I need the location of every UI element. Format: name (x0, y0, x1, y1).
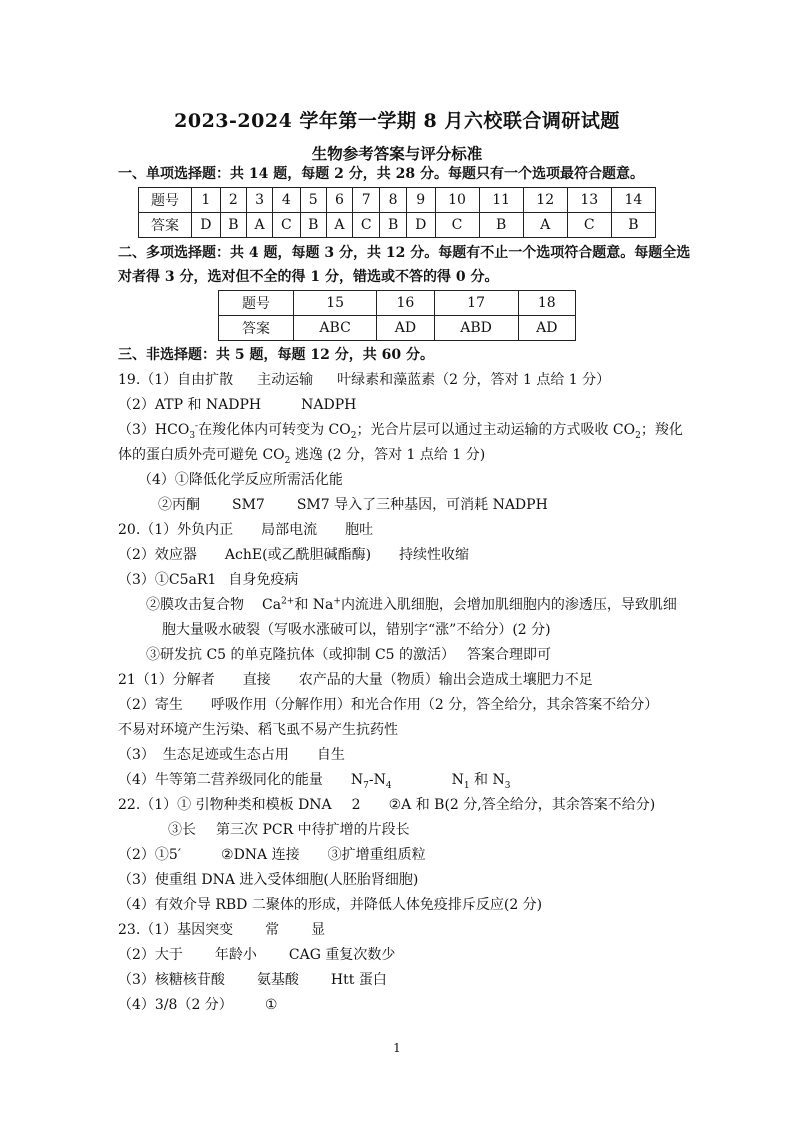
row-header-question: 题号 (139, 188, 192, 213)
q19-part3-line2: 体的蛋白质外壳可避免 $CO_2$ 逃逸 (2 分，答对 1 点给 1 分) (118, 447, 486, 466)
row-header-question: 题号 (219, 291, 294, 316)
q21-part4: （4）牛等第二营养级同化的能量 $N_7-N_4$ $N_1$ 和 $N_3$ (118, 772, 511, 791)
answer-cell: B (220, 213, 246, 238)
q20-part2: （2）效应器 AchE(或乙酰胆碱酯酶) 持续性收缩 (118, 547, 470, 563)
q19-part4-line1: （4）①降低化学反应所需活化能 (138, 472, 343, 488)
row-header-answer: 答案 (139, 213, 192, 238)
answer-cell: ABD (434, 316, 518, 341)
section2-heading-line1: 二、多项选择题：共 4 题，每题 3 分，共 12 分。每题有不止一个选项符合题意。每题全选 (118, 245, 691, 261)
q21-part3: （3） 生态足迹或生态占用 自生 (118, 747, 345, 763)
answer-cell: C (435, 213, 479, 238)
answer-cell: B (479, 213, 523, 238)
multiple-choice-answer-table (218, 290, 576, 341)
answer-cell: AD (377, 316, 434, 341)
row-header-answer: 答案 (219, 316, 294, 341)
answer-cell: A (523, 213, 567, 238)
answer-cell: ABC (294, 316, 377, 341)
answer-cell: A (247, 213, 273, 238)
q20-part3-item3: ③研发抗 C5 的单克隆抗体（或抑制 C5 的激活） 答案合理即可 (146, 647, 552, 663)
section3-heading: 三、非选择题：共 5 题，每题 12 分，共 60 分。 (118, 347, 434, 363)
answer-cell: B (380, 213, 406, 238)
q21-part2-cont: 不易对环境产生污染、稻飞虱不易产生抗药性 (118, 722, 398, 738)
q23-part2: （2）大于 年龄小 CAG 重复次数少 (118, 947, 396, 963)
question-number-cell: 18 (518, 291, 575, 316)
question-number-cell: 13 (567, 188, 611, 213)
answer-cell: C (273, 213, 300, 238)
q22-part4: （4）有效介导 RBD 二聚体的形成，并降低人体免疫排斥反应(2 分) (118, 897, 543, 913)
answer-cell: D (406, 213, 435, 238)
q21-part1: 21（1）分解者 直接 农产品的大量（物质）输出会造成土壤肥力不足 (118, 672, 593, 688)
q23-part1: 23.（1）基因突变 常 显 (118, 922, 326, 938)
q23-part4: （4）3/8（2 分） ① (118, 997, 278, 1013)
q23-part3: （3）核糖核苷酸 氨基酸 Htt 蛋白 (118, 972, 387, 988)
q19-part3-line1: $(3)HCO_3^-$在羧化体内可转变为 $CO_2$；光合片层可以通过主动运输的方式吸收 $CO_2$；羧化 (118, 421, 683, 441)
answer-cell: B (300, 213, 326, 238)
page-number: 1 (393, 1041, 401, 1055)
q22-part3: （3）使重组 DNA 进入受体细胞(人胚胎肾细胞) (118, 872, 419, 888)
question-number-cell: 8 (380, 188, 406, 213)
answer-cell: A (326, 213, 352, 238)
q19-part4-line2: ②丙酮 SM7 SM7 导入了三种基因，可消耗 NADPH (158, 497, 548, 513)
answer-cell: AD (518, 316, 575, 341)
question-number-cell: 2 (220, 188, 246, 213)
question-number-cell: 11 (479, 188, 523, 213)
question-number-cell: 1 (192, 188, 221, 213)
question-number-cell: 10 (435, 188, 479, 213)
answer-cell: D (192, 213, 221, 238)
q20-part1: 20.（1）外负内正 局部电流 胞吐 (118, 522, 374, 538)
answer-cell: C (567, 213, 611, 238)
table-row (219, 316, 576, 341)
question-number-cell: 15 (294, 291, 377, 316)
page-subtitle: 生物参考答案与评分标准 (311, 144, 483, 163)
q19-part2: （2）ATP 和 NADPH NADPH (118, 397, 357, 413)
single-choice-answer-table (138, 187, 656, 238)
table-row (219, 291, 576, 316)
question-number-cell: 16 (377, 291, 434, 316)
answer-cell: C (353, 213, 380, 238)
question-number-cell: 6 (326, 188, 352, 213)
table-row (139, 213, 656, 238)
question-number-cell: 4 (273, 188, 300, 213)
q21-part2: （2）寄生 呼吸作用（分解作用）和光合作用（2 分，答全给分，其余答案不给分） (118, 697, 659, 713)
q20-part3-item2-line2: 胞大量吸水破裂（写吸水涨破可以，错别字“涨”不给分）(2 分) (162, 622, 551, 638)
question-number-cell: 7 (353, 188, 380, 213)
q22-part2: （2）①5′ ②DNA 连接 ③扩增重组质粒 (118, 847, 426, 863)
q20-part3: （3）①C5aR1 自身免疫病 (118, 572, 299, 588)
question-number-cell: 5 (300, 188, 326, 213)
table-row (139, 188, 656, 213)
question-number-cell: 17 (434, 291, 518, 316)
question-number-cell: 3 (247, 188, 273, 213)
q19-part1: 19.（1）自由扩散 主动运输 叶绿素和藻蓝素（2 分，答对 1 点给 1 分） (118, 372, 611, 388)
answer-cell: B (611, 213, 655, 238)
q22-part1-line1: 22.（1）① 引物种类和模板 DNA 2 ②A 和 B(2 分,答全给分，其余答案不给分) (118, 797, 656, 813)
q22-part1-line2: ③长 第三次 PCR 中待扩增的片段长 (168, 822, 410, 838)
question-number-cell: 9 (406, 188, 435, 213)
page-title: 2023-2024 学年第一学期 8 月六校联合调研试题 (174, 110, 620, 132)
q20-part3-item2-line1: ②膜攻击复合物 $Ca^{2+}$和 Na+内流进入肌细胞，会增加肌细胞内的渗透压，导致肌细 (146, 596, 677, 613)
section1-heading: 一、单项选择题：共 14 题，每题 2 分，共 28 分。每题只有一个选项最符合题意。 (118, 166, 644, 182)
section2-heading-line2: 对者得 3 分，选对但不全的得 1 分，错选或不答的得 0 分。 (118, 269, 499, 285)
question-number-cell: 14 (611, 188, 655, 213)
question-number-cell: 12 (523, 188, 567, 213)
